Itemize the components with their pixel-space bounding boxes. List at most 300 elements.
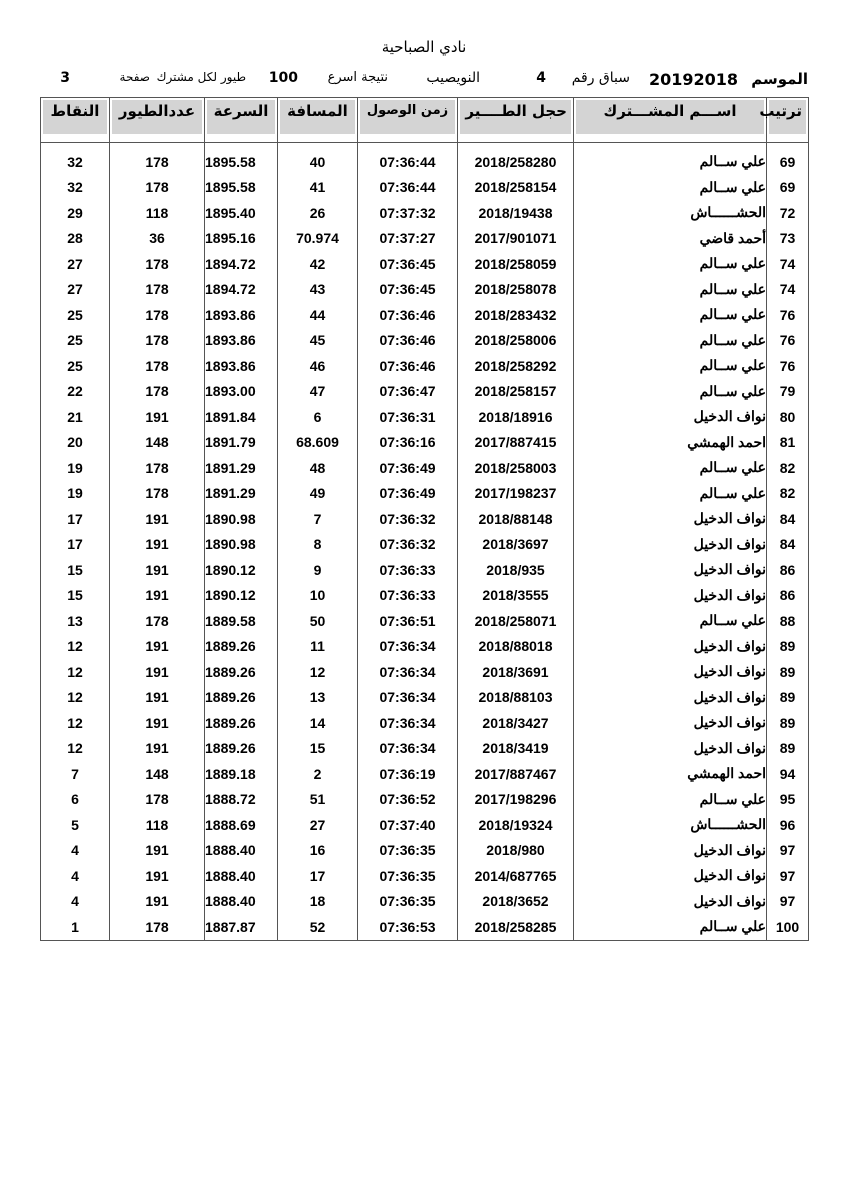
rank-cell: 86: [767, 557, 809, 583]
table-row: [41, 175, 809, 201]
points-cell: 25: [41, 328, 110, 354]
bird-count-cell: 178: [110, 481, 205, 507]
speed-cell: 1887.87: [205, 914, 278, 940]
participant-cell: نواف الدخيل: [574, 583, 767, 609]
arrival-time-cell: 07:36:34: [358, 710, 458, 736]
rank-cell: 89: [767, 710, 809, 736]
table-row: [41, 430, 809, 456]
ring-cell: 2017/198237: [458, 481, 574, 507]
points-cell: 5: [41, 812, 110, 838]
bird-count-cell: 191: [110, 557, 205, 583]
ring-cell: 2018/3419: [458, 736, 574, 762]
rank-cell: 95: [767, 787, 809, 813]
points-cell: 25: [41, 302, 110, 328]
speed-cell: 1889.26: [205, 736, 278, 762]
arrival-time-cell: 07:36:34: [358, 634, 458, 660]
bird-count-cell: 178: [110, 277, 205, 303]
points-cell: 19: [41, 481, 110, 507]
arrival-time-cell: 07:36:35: [358, 863, 458, 889]
bird-count-cell: 191: [110, 634, 205, 660]
speed-cell: 1889.58: [205, 608, 278, 634]
distance-cell: 8: [278, 532, 358, 558]
rank-cell: 94: [767, 761, 809, 787]
arrival-time-cell: 07:36:34: [358, 736, 458, 762]
distance-cell: 43: [278, 277, 358, 303]
bird-count-cell: 191: [110, 532, 205, 558]
points-cell: 21: [41, 404, 110, 430]
speed-cell: 1895.40: [205, 200, 278, 226]
bird-count-cell: 178: [110, 914, 205, 940]
ring-cell: 2017/198296: [458, 787, 574, 813]
ring-cell: 2018/3691: [458, 659, 574, 685]
points-cell: 20: [41, 430, 110, 456]
points-cell: 15: [41, 557, 110, 583]
rank-cell: 72: [767, 200, 809, 226]
participant-cell: علي ســالم: [574, 143, 767, 175]
ring-cell: 2017/887415: [458, 430, 574, 456]
distance-cell: 41: [278, 175, 358, 201]
distance-cell: 7: [278, 506, 358, 532]
table-row: [41, 914, 809, 940]
table-row: [41, 455, 809, 481]
distance-cell: 17: [278, 863, 358, 889]
ring-cell: 2018/3427: [458, 710, 574, 736]
rank-cell: 88: [767, 608, 809, 634]
arrival-time-cell: 07:36:46: [358, 302, 458, 328]
speed-cell: 1888.40: [205, 863, 278, 889]
rank-cell: 76: [767, 353, 809, 379]
bird-count-cell: 118: [110, 812, 205, 838]
page-label: صفحة: [119, 70, 150, 84]
speed-cell: 1888.69: [205, 812, 278, 838]
results-table: [40, 97, 809, 941]
distance-cell: 52: [278, 914, 358, 940]
ring-cell: 2018/258285: [458, 914, 574, 940]
points-cell: 27: [41, 277, 110, 303]
participant-cell: علي ســالم: [574, 328, 767, 354]
distance-cell: 16: [278, 838, 358, 864]
rank-cell: 84: [767, 506, 809, 532]
points-cell: 12: [41, 685, 110, 711]
participant-cell: احمد الهمشي: [574, 761, 767, 787]
distance-cell: 45: [278, 328, 358, 354]
distance-cell: 9: [278, 557, 358, 583]
distance-cell: 12: [278, 659, 358, 685]
points-cell: 25: [41, 353, 110, 379]
arrival-time-cell: 07:36:51: [358, 608, 458, 634]
participant-cell: نواف الدخيل: [574, 685, 767, 711]
bird-count-cell: 118: [110, 200, 205, 226]
speed-cell: 1890.98: [205, 506, 278, 532]
arrival-time-cell: 07:36:33: [358, 557, 458, 583]
points-cell: 32: [41, 143, 110, 175]
table-row: [41, 838, 809, 864]
speed-cell: 1894.72: [205, 277, 278, 303]
points-cell: 12: [41, 634, 110, 660]
ring-cell: 2018/980: [458, 838, 574, 864]
arrival-time-cell: 07:36:44: [358, 175, 458, 201]
arrival-time-cell: 07:36:53: [358, 914, 458, 940]
ring-cell: 2018/258059: [458, 251, 574, 277]
participant-cell: علي ســالم: [574, 175, 767, 201]
points-cell: 13: [41, 608, 110, 634]
speed-cell: 1891.84: [205, 404, 278, 430]
bird-count-cell: 178: [110, 455, 205, 481]
ring-cell: 2018/88148: [458, 506, 574, 532]
race-name: النويصيب: [426, 70, 480, 86]
speed-cell: 1890.12: [205, 583, 278, 609]
ring-cell: 2018/3697: [458, 532, 574, 558]
participant-cell: نواف الدخيل: [574, 889, 767, 915]
table-row: [41, 404, 809, 430]
points-cell: 12: [41, 710, 110, 736]
ring-cell: 2018/88103: [458, 685, 574, 711]
participant-cell: علي ســالم: [574, 353, 767, 379]
ring-cell: 2014/687765: [458, 863, 574, 889]
rank-cell: 89: [767, 659, 809, 685]
table-row: [41, 634, 809, 660]
ring-cell: 2018/3652: [458, 889, 574, 915]
rank-cell: 82: [767, 481, 809, 507]
participant-cell: الحشــــــاش: [574, 200, 767, 226]
participant-cell: نواف الدخيل: [574, 506, 767, 532]
arrival-time-cell: 07:36:35: [358, 838, 458, 864]
club-title: نادي الصباحية: [381, 38, 467, 56]
bird-count-cell: 191: [110, 736, 205, 762]
arrival-time-cell: 07:36:16: [358, 430, 458, 456]
speed-cell: 1895.58: [205, 175, 278, 201]
participant-cell: الحشــــــاش: [574, 812, 767, 838]
bird-count-cell: 191: [110, 838, 205, 864]
points-cell: 17: [41, 506, 110, 532]
arrival-time-cell: 07:36:34: [358, 685, 458, 711]
ring-cell: 2018/19324: [458, 812, 574, 838]
rank-cell: 69: [767, 143, 809, 175]
ring-cell: 2018/283432: [458, 302, 574, 328]
participant-cell: نواف الدخيل: [574, 863, 767, 889]
bird-count-cell: 178: [110, 143, 205, 175]
bird-count-cell: 178: [110, 353, 205, 379]
rank-cell: 89: [767, 736, 809, 762]
season-value: 20192018: [648, 70, 738, 89]
speed-cell: 1895.16: [205, 226, 278, 252]
rank-cell: 79: [767, 379, 809, 405]
points-cell: 4: [41, 863, 110, 889]
rank-cell: 74: [767, 251, 809, 277]
participant-cell: أحمد قاضي: [574, 226, 767, 252]
arrival-time-cell: 07:37:32: [358, 200, 458, 226]
points-cell: 4: [41, 838, 110, 864]
table-row: [41, 736, 809, 762]
participant-cell: نواف الدخيل: [574, 532, 767, 558]
participant-cell: علي ســالم: [574, 914, 767, 940]
speed-cell: 1889.26: [205, 685, 278, 711]
table-row: [41, 143, 809, 175]
result-label: نتيجة اسرع: [327, 70, 388, 85]
table-row: [41, 200, 809, 226]
speed-cell: 1891.29: [205, 481, 278, 507]
distance-cell: 68.609: [278, 430, 358, 456]
ring-cell: 2018/258071: [458, 608, 574, 634]
ring-cell: 2018/258292: [458, 353, 574, 379]
points-cell: 17: [41, 532, 110, 558]
speed-cell: 1891.79: [205, 430, 278, 456]
distance-cell: 46: [278, 353, 358, 379]
table-row: [41, 761, 809, 787]
participant-cell: نواف الدخيل: [574, 710, 767, 736]
race-number: 4: [536, 70, 546, 86]
result-count: 100: [268, 70, 298, 86]
distance-cell: 11: [278, 634, 358, 660]
rank-cell: 97: [767, 889, 809, 915]
bird-count-cell: 191: [110, 659, 205, 685]
bird-count-cell: 191: [110, 685, 205, 711]
arrival-time-cell: 07:36:49: [358, 481, 458, 507]
distance-cell: 40: [278, 143, 358, 175]
speed-cell: 1889.26: [205, 659, 278, 685]
col-header-arrival: زمن الوصول: [358, 98, 458, 143]
table-row: [41, 532, 809, 558]
rank-cell: 100: [767, 914, 809, 940]
rank-cell: 86: [767, 583, 809, 609]
participant-cell: علي ســالم: [574, 608, 767, 634]
rank-cell: 76: [767, 328, 809, 354]
race-label: سباق رقم: [571, 70, 630, 86]
ring-cell: 2018/258154: [458, 175, 574, 201]
distance-cell: 49: [278, 481, 358, 507]
ring-cell: 2018/258006: [458, 328, 574, 354]
table-row: [41, 863, 809, 889]
speed-cell: 1893.00: [205, 379, 278, 405]
page-number: 3: [60, 70, 70, 86]
points-cell: 12: [41, 659, 110, 685]
rank-cell: 80: [767, 404, 809, 430]
speed-cell: 1891.29: [205, 455, 278, 481]
points-cell: 22: [41, 379, 110, 405]
bird-count-cell: 178: [110, 379, 205, 405]
rank-cell: 69: [767, 175, 809, 201]
bird-count-cell: 178: [110, 328, 205, 354]
distance-cell: 15: [278, 736, 358, 762]
rank-cell: 73: [767, 226, 809, 252]
distance-cell: 6: [278, 404, 358, 430]
speed-cell: 1895.58: [205, 143, 278, 175]
ring-cell: 2018/258078: [458, 277, 574, 303]
points-cell: 29: [41, 200, 110, 226]
speed-cell: 1888.40: [205, 889, 278, 915]
distance-cell: 27: [278, 812, 358, 838]
points-cell: 7: [41, 761, 110, 787]
arrival-time-cell: 07:36:45: [358, 277, 458, 303]
rank-cell: 84: [767, 532, 809, 558]
points-cell: 12: [41, 736, 110, 762]
distance-cell: 26: [278, 200, 358, 226]
points-cell: 19: [41, 455, 110, 481]
speed-cell: 1888.40: [205, 838, 278, 864]
rank-cell: 97: [767, 838, 809, 864]
distance-cell: 70.974: [278, 226, 358, 252]
bird-count-cell: 191: [110, 583, 205, 609]
table-row: [41, 812, 809, 838]
arrival-time-cell: 07:36:46: [358, 328, 458, 354]
table-row: [41, 506, 809, 532]
ring-cell: 2018/19438: [458, 200, 574, 226]
ring-cell: 2018/88018: [458, 634, 574, 660]
participant-cell: علي ســالم: [574, 302, 767, 328]
table-row: [41, 889, 809, 915]
table-row: [41, 583, 809, 609]
arrival-time-cell: 07:37:27: [358, 226, 458, 252]
bird-count-cell: 148: [110, 430, 205, 456]
col-header-rank: ترتيب: [767, 98, 809, 143]
participant-cell: نواف الدخيل: [574, 659, 767, 685]
participant-cell: علي ســالم: [574, 379, 767, 405]
points-cell: 15: [41, 583, 110, 609]
distance-cell: 14: [278, 710, 358, 736]
table-row: [41, 557, 809, 583]
distance-cell: 42: [278, 251, 358, 277]
arrival-time-cell: 07:36:35: [358, 889, 458, 915]
arrival-time-cell: 07:36:19: [358, 761, 458, 787]
rank-cell: 89: [767, 685, 809, 711]
table-row: [41, 379, 809, 405]
points-cell: 1: [41, 914, 110, 940]
participant-cell: نواف الدخيل: [574, 634, 767, 660]
col-header-distance: المسافة: [278, 98, 358, 143]
bird-count-cell: 191: [110, 506, 205, 532]
speed-cell: 1889.18: [205, 761, 278, 787]
bird-count-cell: 178: [110, 251, 205, 277]
distance-cell: 44: [278, 302, 358, 328]
arrival-time-cell: 07:36:32: [358, 506, 458, 532]
col-header-participant: اســـم المشـــترك: [574, 98, 767, 143]
arrival-time-cell: 07:36:44: [358, 143, 458, 175]
distance-cell: 2: [278, 761, 358, 787]
points-cell: 27: [41, 251, 110, 277]
bird-count-cell: 178: [110, 302, 205, 328]
table-row: [41, 251, 809, 277]
ring-cell: 2017/901071: [458, 226, 574, 252]
col-header-speed: السرعة: [205, 98, 278, 143]
speed-cell: 1893.86: [205, 328, 278, 354]
speed-cell: 1894.72: [205, 251, 278, 277]
table-row: [41, 710, 809, 736]
distance-cell: 47: [278, 379, 358, 405]
table-row: [41, 787, 809, 813]
ring-cell: 2018/258280: [458, 143, 574, 175]
bird-count-cell: 148: [110, 761, 205, 787]
distance-cell: 13: [278, 685, 358, 711]
ring-cell: 2017/887467: [458, 761, 574, 787]
distance-cell: 10: [278, 583, 358, 609]
participant-cell: علي ســالم: [574, 481, 767, 507]
rank-cell: 97: [767, 863, 809, 889]
speed-cell: 1890.12: [205, 557, 278, 583]
arrival-time-cell: 07:36:32: [358, 532, 458, 558]
speed-cell: 1890.98: [205, 532, 278, 558]
col-header-points: النقاط: [41, 98, 110, 143]
participant-cell: علي ســالم: [574, 251, 767, 277]
birds-per-participant-label: طيور لكل مشترك: [156, 70, 246, 84]
table-row: [41, 481, 809, 507]
points-cell: 4: [41, 889, 110, 915]
table-header-row: [41, 98, 809, 143]
bird-count-cell: 178: [110, 608, 205, 634]
col-header-bird-count: عددالطيور: [110, 98, 205, 143]
ring-cell: 2018/258003: [458, 455, 574, 481]
participant-cell: احمد الهمشي: [574, 430, 767, 456]
rank-cell: 74: [767, 277, 809, 303]
points-cell: 28: [41, 226, 110, 252]
participant-cell: نواف الدخيل: [574, 838, 767, 864]
bird-count-cell: 178: [110, 175, 205, 201]
arrival-time-cell: 07:36:47: [358, 379, 458, 405]
participant-cell: علي ســالم: [574, 455, 767, 481]
ring-cell: 2018/18916: [458, 404, 574, 430]
speed-cell: 1889.26: [205, 634, 278, 660]
race-info-row: [40, 70, 808, 90]
arrival-time-cell: 07:36:31: [358, 404, 458, 430]
distance-cell: 51: [278, 787, 358, 813]
ring-cell: 2018/258157: [458, 379, 574, 405]
season-label: الموسم: [751, 70, 808, 88]
ring-cell: 2018/935: [458, 557, 574, 583]
rank-cell: 81: [767, 430, 809, 456]
distance-cell: 50: [278, 608, 358, 634]
table-row: [41, 685, 809, 711]
points-cell: 6: [41, 787, 110, 813]
speed-cell: 1888.72: [205, 787, 278, 813]
participant-cell: نواف الدخيل: [574, 557, 767, 583]
table-row: [41, 277, 809, 303]
rank-cell: 89: [767, 634, 809, 660]
distance-cell: 48: [278, 455, 358, 481]
bird-count-cell: 191: [110, 404, 205, 430]
bird-count-cell: 191: [110, 863, 205, 889]
participant-cell: علي ســالم: [574, 787, 767, 813]
arrival-time-cell: 07:36:49: [358, 455, 458, 481]
arrival-time-cell: 07:36:33: [358, 583, 458, 609]
arrival-time-cell: 07:36:34: [358, 659, 458, 685]
table-row: [41, 659, 809, 685]
participant-cell: نواف الدخيل: [574, 736, 767, 762]
bird-count-cell: 191: [110, 710, 205, 736]
participant-cell: نواف الدخيل: [574, 404, 767, 430]
bird-count-cell: 191: [110, 889, 205, 915]
bird-count-cell: 178: [110, 787, 205, 813]
arrival-time-cell: 07:36:52: [358, 787, 458, 813]
ring-cell: 2018/3555: [458, 583, 574, 609]
table-row: [41, 353, 809, 379]
arrival-time-cell: 07:36:45: [358, 251, 458, 277]
rank-cell: 82: [767, 455, 809, 481]
arrival-time-cell: 07:36:46: [358, 353, 458, 379]
participant-cell: علي ســالم: [574, 277, 767, 303]
rank-cell: 96: [767, 812, 809, 838]
distance-cell: 18: [278, 889, 358, 915]
table-row: [41, 226, 809, 252]
speed-cell: 1893.86: [205, 302, 278, 328]
col-header-ring: حجل الطــــير: [458, 98, 574, 143]
speed-cell: 1893.86: [205, 353, 278, 379]
speed-cell: 1889.26: [205, 710, 278, 736]
arrival-time-cell: 07:37:40: [358, 812, 458, 838]
table-row: [41, 608, 809, 634]
rank-cell: 76: [767, 302, 809, 328]
table-row: [41, 328, 809, 354]
bird-count-cell: 36: [110, 226, 205, 252]
table-row: [41, 302, 809, 328]
